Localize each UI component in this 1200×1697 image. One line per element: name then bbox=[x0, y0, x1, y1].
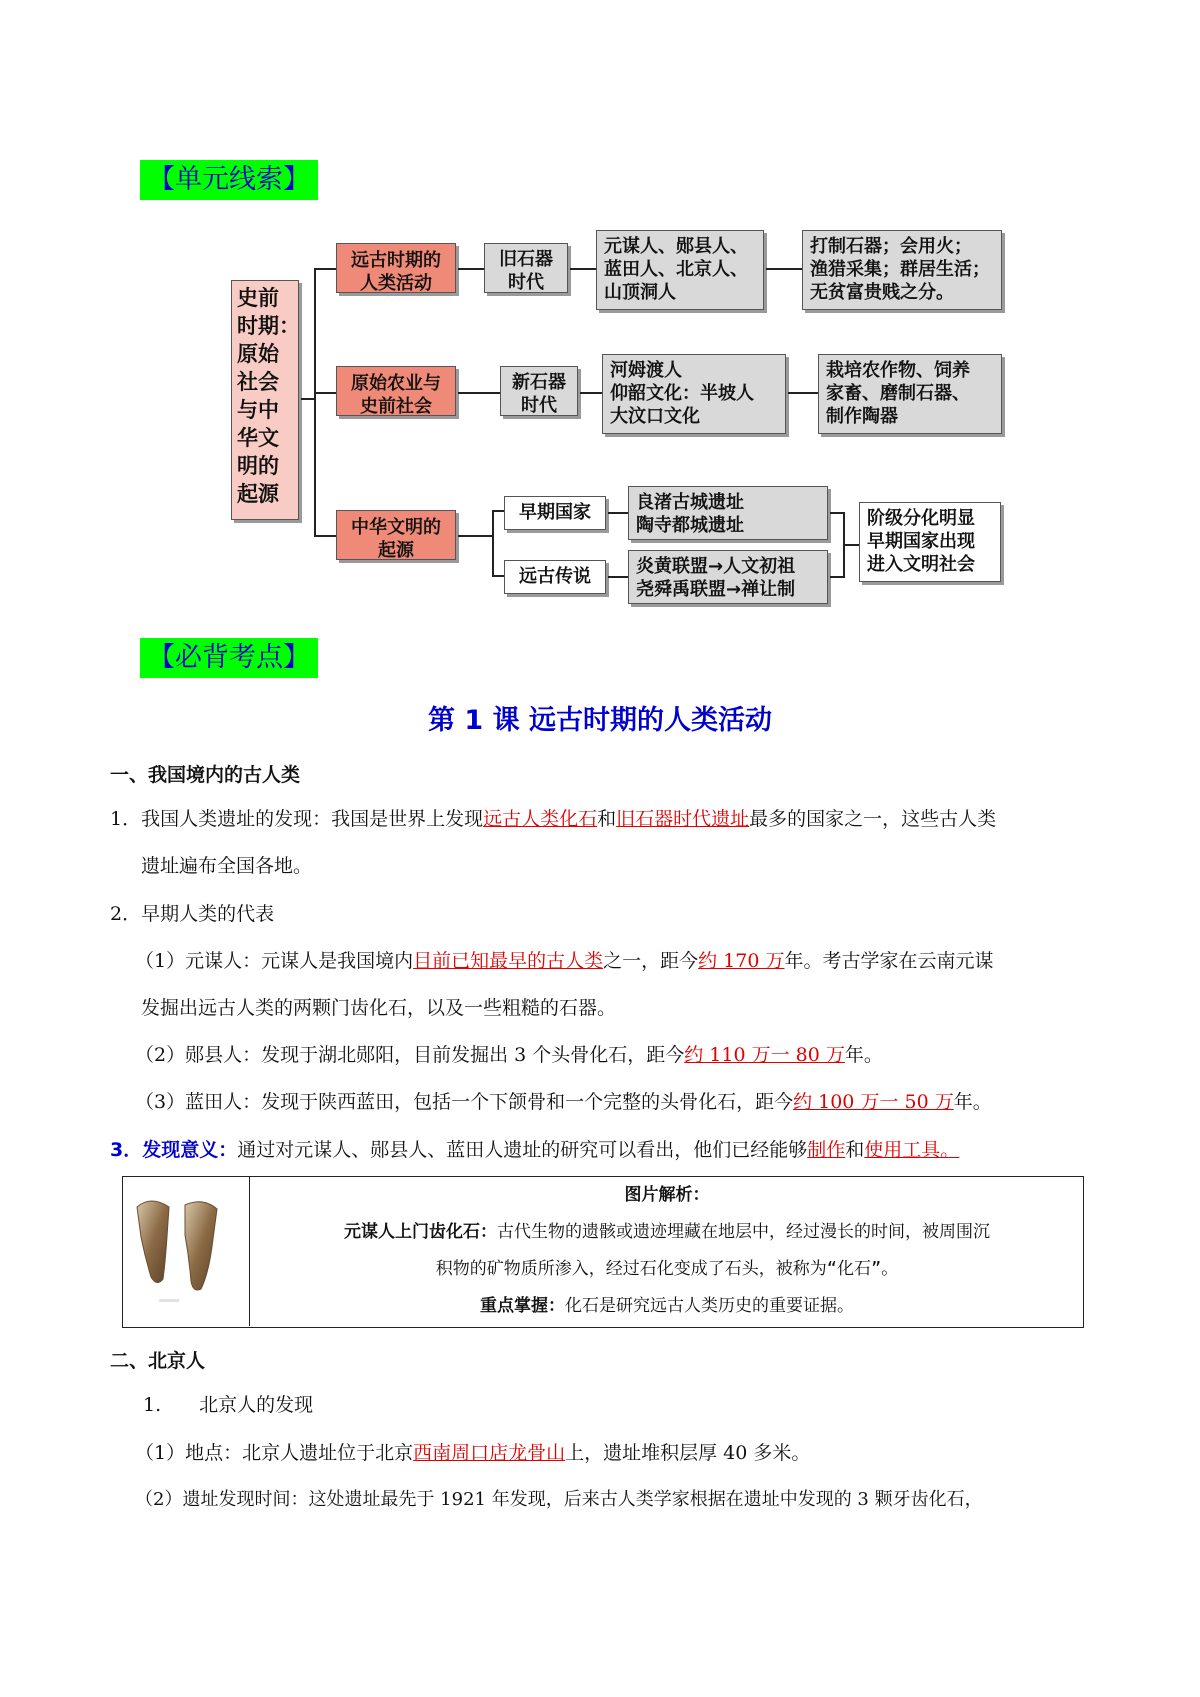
paragraph-1: 1．我国人类遗址的发现：我国是世界上发现远古人类化石和旧石器时代遗址最多的国家之一，这些古人类 bbox=[110, 808, 997, 830]
branch3-legends: 炎黄联盟→人文初祖 尧舜禹联盟→禅让制 bbox=[628, 550, 828, 604]
answer: 目前已知最早的古人类 bbox=[413, 950, 604, 972]
answer: 旧石器时代遗址 bbox=[616, 808, 750, 830]
unit-clue-tag: 【单元线索】 bbox=[140, 160, 318, 200]
branch1-people: 元谋人、郧县人、 蓝田人、北京人、 山顶洞人 bbox=[596, 230, 764, 310]
image-analysis-table bbox=[122, 1176, 1084, 1328]
branch2-title: 原始农业与 史前社会 bbox=[336, 366, 456, 416]
lesson-title: 第 1 课 远古时期的人类活动 bbox=[428, 705, 772, 736]
branch2-life: 栽培农作物、饲养 家畜、磨制石器、 制作陶器 bbox=[818, 354, 1002, 434]
paragraph-lantian: （3）蓝田人：发现于陕西蓝田，包括一个下颌骨和一个完整的头骨化石，距今约 100 万一 50 万年。 bbox=[135, 1091, 992, 1113]
analysis-line-1: 元谋人上门齿化石：古代生物的遗骸或遗迹埋藏在地层中，经过漫长的时间，被周围沉 bbox=[344, 1222, 990, 1242]
analysis-line-3: 重点掌握：化石是研究远古人类历史的重要证据。 bbox=[480, 1296, 854, 1316]
answer: 约 100 万一 50 万 bbox=[793, 1091, 954, 1113]
paragraph-1-cont: 遗址遍布全国各地。 bbox=[141, 855, 313, 877]
section-heading-2: 二、北京人 bbox=[110, 1350, 206, 1372]
fossil-image-cell bbox=[123, 1177, 250, 1326]
exam-points-tag: 【必背考点】 bbox=[140, 638, 318, 678]
answer: 远古人类化石 bbox=[483, 808, 598, 830]
paragraph-yuanmou: （1）元谋人：元谋人是我国境内目前已知最早的古人类之一，距今约 170 万年。考古学家在云南元谋 bbox=[135, 950, 994, 972]
answer: 使用工具。 bbox=[864, 1139, 960, 1161]
fossil-teeth-image bbox=[123, 1177, 249, 1326]
paragraph-beijing-time: （2）遗址发现时间：这处遗址最先于 1921 年发现，后来古人类学家根据在遗址中发现的 3 颗牙齿化石， bbox=[135, 1489, 983, 1510]
paragraph-yuanmou-cont: 发掘出远古人类的两颗门齿化石，以及一些粗糙的石器。 bbox=[141, 997, 617, 1019]
mindmap-root: 史前 时期： 原始 社会 与中 华文 明的 起源 bbox=[231, 280, 299, 520]
paragraph-2: 2．早期人类的代表 bbox=[110, 903, 275, 925]
branch1-era: 旧石器 时代 bbox=[484, 243, 568, 293]
answer: 约 170 万 bbox=[698, 950, 785, 972]
branch1-title: 远古时期的 人类活动 bbox=[336, 243, 456, 293]
paragraph-significance: 3．发现意义：通过对元谋人、郧县人、蓝田人遗址的研究可以看出，他们已经能够制作和使用工具。 bbox=[110, 1139, 960, 1161]
branch3-early-state: 早期国家 bbox=[504, 496, 606, 530]
branch1-life: 打制石器；会用火； 渔猎采集；群居生活； 无贫富贵贱之分。 bbox=[802, 230, 1002, 310]
answer: 西南周口店龙骨山 bbox=[413, 1442, 566, 1464]
analysis-title: 图片解析： bbox=[624, 1185, 710, 1205]
branch3-title: 中华文明的 起源 bbox=[336, 510, 456, 560]
answer: 约 110 万一 80 万 bbox=[684, 1044, 845, 1066]
branch3-result: 阶级分化明显 早期国家出现 进入文明社会 bbox=[859, 502, 1001, 582]
analysis-line-2: 积物的矿物质所渗入，经过石化变成了石头，被称为“化石”。 bbox=[435, 1259, 899, 1279]
paragraph-beijing-location: （1）地点：北京人遗址位于北京西南周口店龙骨山上，遗址堆积层厚 40 多米。 bbox=[135, 1442, 811, 1464]
section-heading-1: 一、我国境内的古人类 bbox=[110, 764, 301, 786]
branch2-people: 河姆渡人 仰韶文化：半坡人 大汶口文化 bbox=[602, 354, 786, 434]
paragraph-beijing-discovery: 1. 北京人的发现 bbox=[143, 1394, 314, 1416]
paragraph-yunxian: （2）郧县人：发现于湖北郧阳，目前发掘出 3 个头骨化石，距今约 110 万一 80 万年。 bbox=[135, 1044, 883, 1066]
branch3-legend: 远古传说 bbox=[504, 560, 606, 594]
answer: 制作 bbox=[807, 1139, 846, 1161]
branch3-sites: 良渚古城遗址 陶寺都城遗址 bbox=[628, 486, 828, 540]
branch2-era: 新石器 时代 bbox=[500, 366, 578, 416]
